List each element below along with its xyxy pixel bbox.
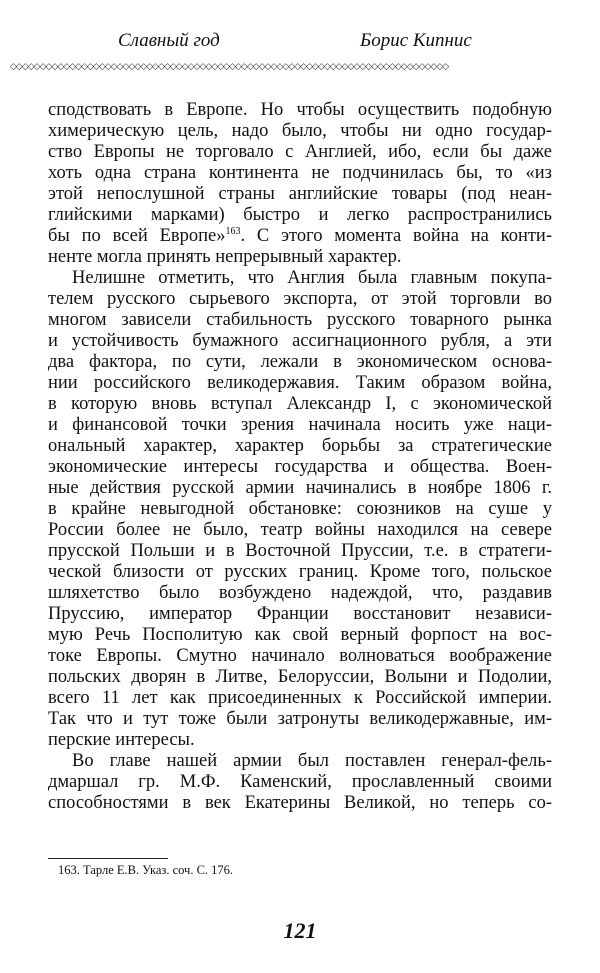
footnote-163: 163. Тарле Е.В. Указ. соч. С. 176. [58, 863, 234, 877]
header-ornament-divider: ◇◇◇◇◇◇◇◇◇◇◇◇◇◇◇◇◇◇◇◇◇◇◇◇◇◇◇◇◇◇◇◇◇◇◇◇◇◇◇◇◇◇◇◇◇◇◇◇◇◇◇◇◇◇◇◇◇◇◇◇◇◇◇◇◇◇◇◇◇◇◇◇◇◇ [10, 61, 449, 71]
text-line: шляхетство было возбуждено надеждой, что, раздавив [48, 583, 552, 603]
footnote-reference[interactable]: 163 [225, 225, 241, 237]
text-line: Во главе нашей армии был поставлен генерал-фель- [72, 751, 552, 771]
text-line: глийскими марками) быстро и легко распространились [48, 205, 552, 225]
page-number: 121 [283, 918, 317, 943]
text-line: России более не было, театр войны находился на севере [48, 520, 552, 540]
text-line: дмаршал гр. М.Ф. Каменский, прославленный своими [48, 772, 552, 792]
text-line [48, 226, 552, 247]
text-line: польских дворян в Литве, Белоруссии, Волыни и Подолии, [48, 667, 552, 687]
text-line: Нелишне отметить, что Англия была главным покупа- [72, 268, 552, 288]
running-header-author: Борис Кипнис [360, 30, 472, 51]
text-line: ненте могла принять непрерывный характер. [48, 247, 402, 267]
footnote-divider [48, 858, 168, 859]
text-segment: бы по всей Европе» [48, 226, 226, 246]
text-line: Так что и тут тоже были затронуты великодержавные, им- [48, 709, 552, 729]
text-line: ональный характер, характер борьбы за стратегические [48, 436, 552, 456]
body-text [48, 100, 552, 814]
text-line: сподствовать в Европе. Но чтобы осуществить подобную [48, 100, 552, 120]
text-line: способностями в век Екатерины Великой, но теперь со- [48, 793, 552, 813]
text-line: ные действия русской армии начинались в ноябре 1806 г. [48, 478, 552, 498]
text-line: экономические интересы государства и общества. Воен- [48, 457, 552, 477]
text-line: всего 11 лет как присоединенных к Российской империи. [48, 688, 552, 708]
text-line: химерическую цель, надо было, чтобы ни одно государ- [48, 121, 552, 141]
text-line: прусской Польши и в Восточной Пруссии, т.е. в стратеги- [48, 541, 552, 561]
text-line: ство Европы не торговало с Англией, ибо, если бы даже [48, 142, 552, 162]
text-line: этой непослушной страны английские товары (под неан- [48, 184, 552, 204]
text-line: в которую вновь вступал Александр I, с экономической [48, 394, 552, 414]
running-header-title: Славный год [118, 30, 220, 51]
text-line: два фактора, по сути, лежали в экономическом основа- [48, 352, 552, 372]
text-line: телем русского сырьевого экспорта, от этой торговли во [48, 289, 552, 309]
text-line: перские интересы. [48, 730, 195, 750]
text-line: токе Европы. Смутно начинало волноваться воображение [48, 646, 552, 666]
text-line: хоть одна страна континента не подчинилась бы, то «из [48, 163, 552, 183]
text-line: Пруссию, император Франции восстановит независи- [48, 604, 552, 624]
text-line: в крайне невыгодной обстановке: союзников на суше у [48, 499, 552, 519]
text-line: и устойчивость бумажного ассигнационного рубля, а эти [48, 331, 552, 351]
text-line: нии российского великодержавия. Таким образом война, [48, 373, 552, 393]
text-segment: . С этого момента война на конти- [240, 226, 552, 246]
text-line: и финансовой точки зрения начинала носить уже наци- [48, 415, 552, 435]
text-line: многом зависели стабильность русского товарного рынка [48, 310, 552, 330]
text-line: ческой близости от русских границ. Кроме того, польское [48, 562, 552, 582]
text-line: мую Речь Посполитую как свой верный форпост на вос- [48, 625, 552, 645]
